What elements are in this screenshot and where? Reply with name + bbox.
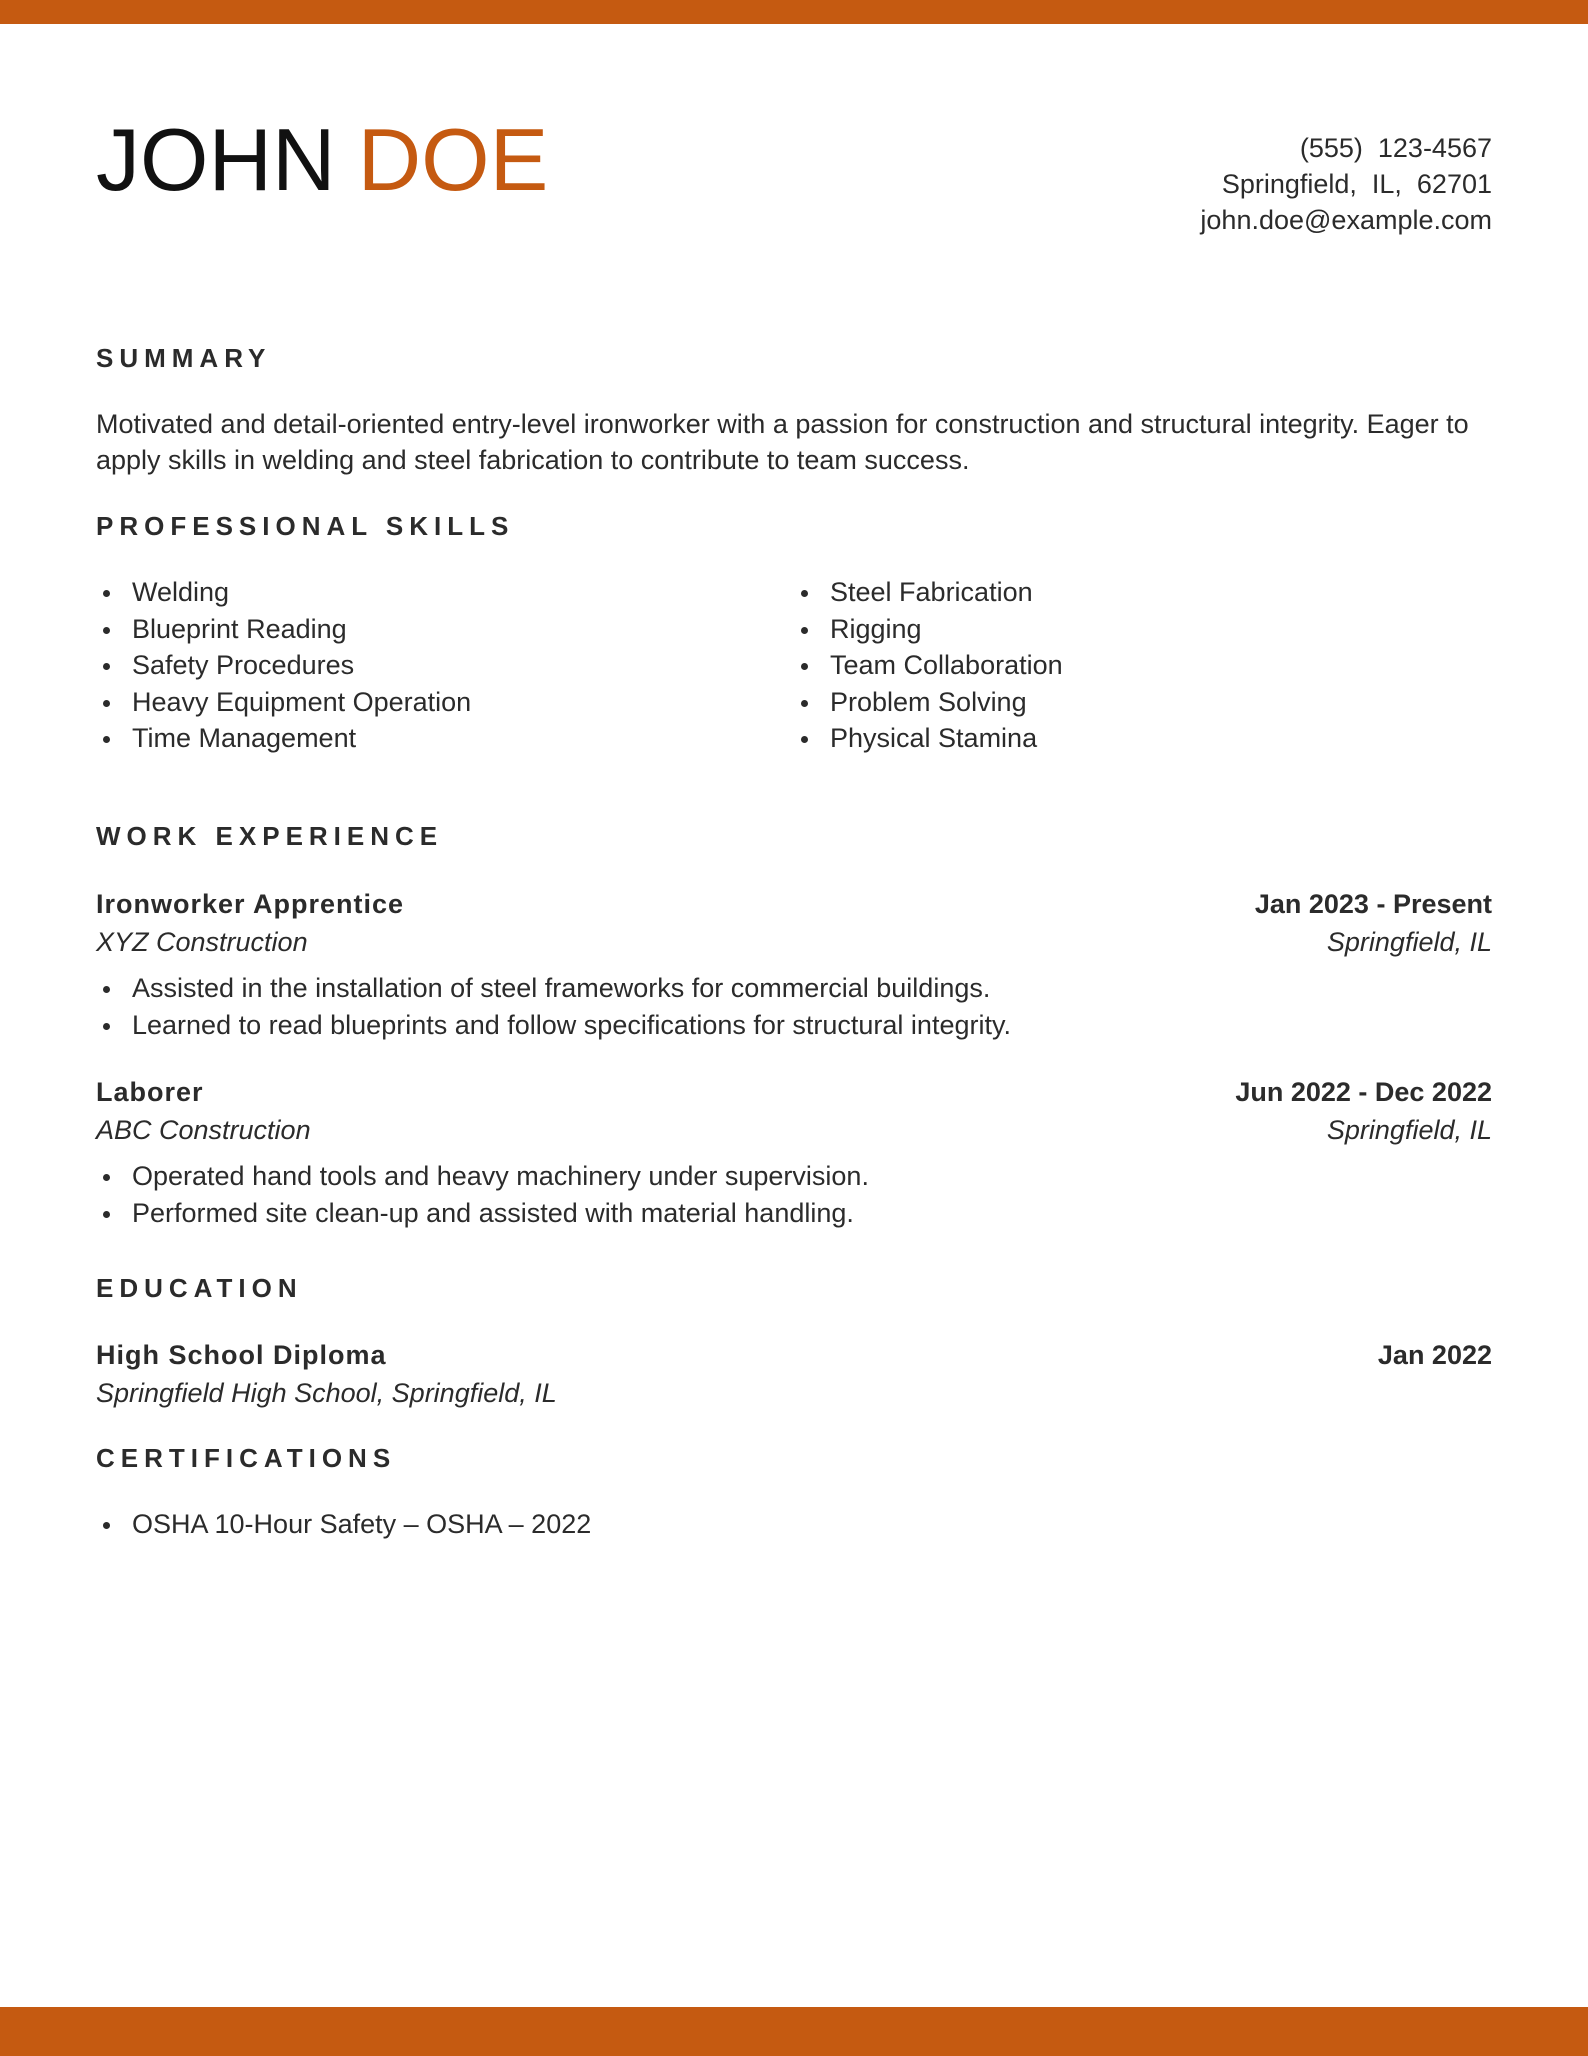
skill-item: Physical Stamina bbox=[794, 720, 1474, 757]
skill-item: Team Collaboration bbox=[794, 647, 1474, 684]
job-entry bbox=[96, 1074, 1492, 1231]
job-title: Ironworker Apprentice bbox=[96, 889, 405, 919]
skill-item: Problem Solving bbox=[794, 684, 1474, 721]
skills-list-left bbox=[96, 574, 776, 757]
job-title: Laborer bbox=[96, 1077, 204, 1107]
last-name: DOE bbox=[357, 110, 549, 209]
job-company: XYZ Construction bbox=[96, 927, 308, 957]
job-bullets bbox=[96, 1158, 1492, 1231]
skills-heading: PROFESSIONAL SKILLS bbox=[96, 511, 515, 541]
summary-heading: SUMMARY bbox=[96, 343, 272, 373]
skill-item: Steel Fabrication bbox=[794, 574, 1474, 611]
contact-block bbox=[1200, 130, 1492, 238]
skill-item: Rigging bbox=[794, 611, 1474, 648]
job-location: Springfield, IL bbox=[1326, 1115, 1492, 1145]
skill-item: Safety Procedures bbox=[96, 647, 776, 684]
job-bullet: Operated hand tools and heavy machinery under supervision. bbox=[96, 1158, 1492, 1195]
bottom-accent-bar bbox=[0, 2007, 1588, 2056]
phone: (555) 123-4567 bbox=[1299, 133, 1492, 163]
job-company: ABC Construction bbox=[96, 1115, 311, 1145]
job-bullets bbox=[96, 970, 1492, 1043]
education-entry bbox=[96, 1337, 1492, 1413]
certifications-list bbox=[96, 1506, 1492, 1543]
top-accent-bar bbox=[0, 0, 1588, 24]
job-bullet: Assisted in the installation of steel frameworks for commercial buildings. bbox=[96, 970, 1492, 1007]
degree: High School Diploma bbox=[96, 1340, 387, 1370]
job-bullet: Learned to read blueprints and follow specifications for structural integrity. bbox=[96, 1007, 1492, 1044]
email: john.doe@example.com bbox=[1200, 205, 1492, 235]
skills-list-right bbox=[794, 574, 1474, 757]
job-dates: Jan 2023 - Present bbox=[1254, 889, 1492, 919]
education-heading: EDUCATION bbox=[96, 1273, 303, 1303]
skill-item: Welding bbox=[96, 574, 776, 611]
school: Springfield High School, Springfield, IL bbox=[96, 1378, 557, 1408]
skill-item: Time Management bbox=[96, 720, 776, 757]
resume-header bbox=[96, 110, 1492, 250]
summary-text: Motivated and detail-oriented entry-level ironworker with a passion for construction and structural integrity. Eager to apply skills in welding and steel fabrication to contribute to team success. bbox=[96, 409, 1469, 475]
education-date: Jan 2022 bbox=[1377, 1340, 1492, 1370]
certification-item: OSHA 10-Hour Safety – OSHA – 2022 bbox=[96, 1506, 1492, 1543]
first-name: JOHN bbox=[96, 110, 336, 209]
job-location: Springfield, IL bbox=[1326, 927, 1492, 957]
certifications-heading: CERTIFICATIONS bbox=[96, 1443, 397, 1473]
address: Springfield, IL, 62701 bbox=[1221, 169, 1492, 199]
job-bullet: Performed site clean-up and assisted with material handling. bbox=[96, 1195, 1492, 1232]
skill-item: Blueprint Reading bbox=[96, 611, 776, 648]
job-dates: Jun 2022 - Dec 2022 bbox=[1235, 1077, 1492, 1107]
job-entry bbox=[96, 886, 1492, 1043]
skill-item: Heavy Equipment Operation bbox=[96, 684, 776, 721]
candidate-name bbox=[96, 110, 548, 210]
experience-heading: WORK EXPERIENCE bbox=[96, 821, 444, 851]
